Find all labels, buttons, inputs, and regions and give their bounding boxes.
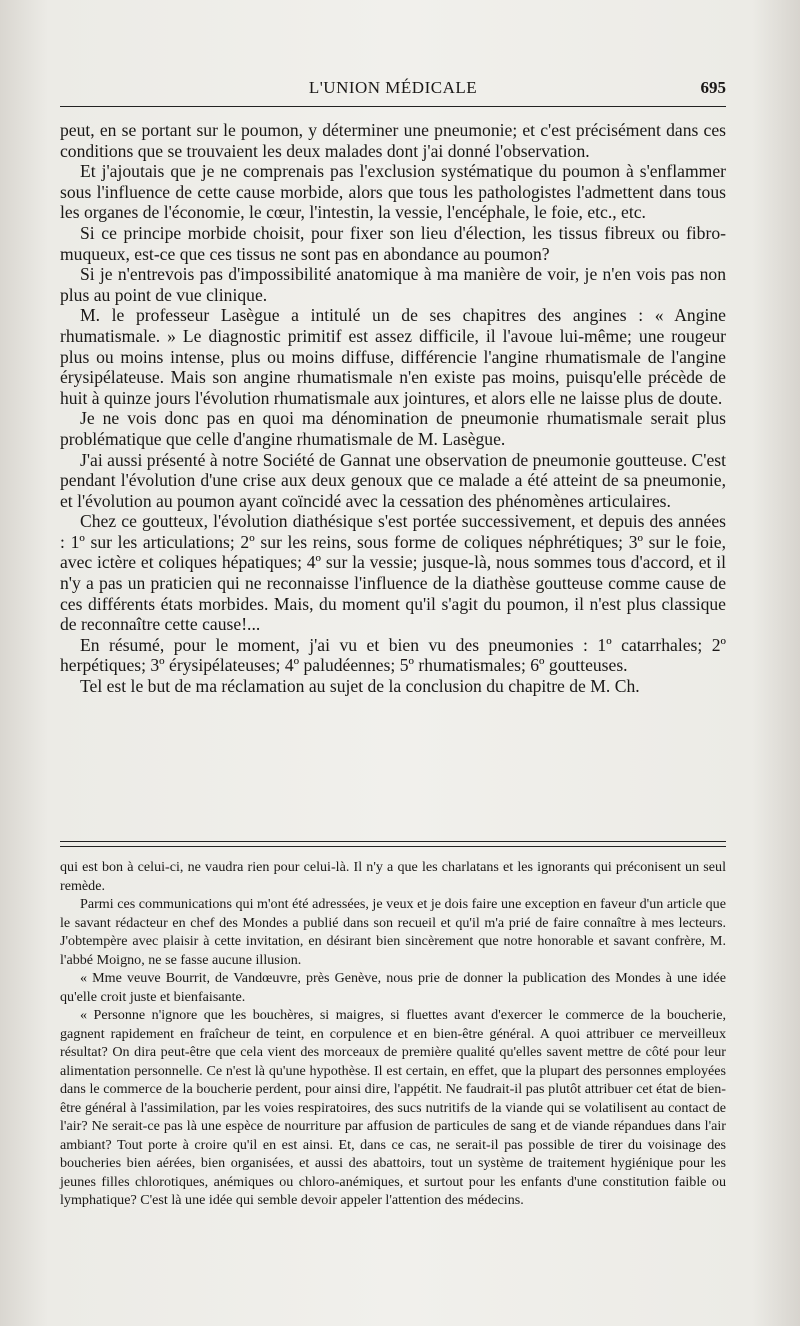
feuilleton-text: [60, 858, 726, 1210]
paragraph: Si ce principe morbide choisit, pour fixer son lieu d'élection, les tissus fibreux ou fibro-muqueux, est-ce que ces tissus ne sont pas en abondance au poumon?: [60, 222, 726, 264]
paragraph: Je ne vois donc pas en quoi ma dénomination de pneumonie rhumatismale serait plus problématique que celle d'angine rhumatismale de M. Lasègue.: [60, 408, 726, 449]
paragraph: Tel est le but de ma réclamation au sujet de la conclusion du chapitre de M. Ch.: [80, 676, 640, 697]
footnote-paragraph: « Personne n'ignore que les bouchères, si maigres, si fluettes avant d'exercer le commerce de la boucherie, gagnent rapidement en fraîcheur de teint, en corpulence et en bien-être général. A quoi attribuer ce merveilleux résultat? On dira peut-être que cela vient des morceaux de première qualité qu'elles savent mettre de côté pour leur alimentation personnelle. Ce n'est là qu'une hypothèse. Il est certain, en effet, que la plupart des personnes employées dans le commerce de la boucherie perdent, pour ainsi dire, l'appétit. Ne faudrait-il pas plutôt attribuer cet état de bien-être général à l'assimilation, par les voies respiratoires, des sucs nutritifs de la viande qui se volatilisent au contact de l'air? Ne serait-ce pas là une espèce de nourriture par affusion de particules de sang et de viande répandues dans l'air ambiant? Tout porte à croire qu'il en est ainsi. Et, dans ce cas, ne serait-il pas possible de tirer du voisinage des boucheries bien aérées, bien organisées, et aussi des abattoirs, tout un système de traitement hygiénique pour les jeunes filles chlorotiques, anémiques ou chloro-anémiques, et surtout pour les enfants d'une constitution faible ou lymphatique? C'est là une idée qui semble devoir appeler l'attention des médecins.: [60, 1007, 726, 1208]
paragraph: Et j'ajoutais que je ne comprenais pas l'exclusion systématique du poumon à s'enflammer sous l'influence de cette cause morbide, alors que tous les pathologistes l'admettent dans tous les organes de l'économie, le cœur, l'intestin, la vessie, l'encéphale, le foie, etc., etc.: [60, 161, 726, 223]
header-rule: [60, 106, 726, 107]
footnote-paragraph: qui est bon à celui-ci, ne vaudra rien pour celui-là. Il n'y a que les charlatans et les ignorants qui préconisent un seul remède.: [60, 859, 726, 894]
paragraph: peut, en se portant sur le poumon, y déterminer une pneumonie; et c'est précisément dans ces conditions que se trouvaient les deux malades dont j'ai donné l'observation.: [60, 120, 726, 161]
paragraph: En résumé, pour le moment, j'ai vu et bien vu des pneumonies : 1º catarrhales; 2º herpétiques; 3º érysipélateuses; 4º paludéennes; 5º rhumatismales; 6º goutteuses.: [60, 634, 726, 676]
page-number: 695: [700, 78, 726, 97]
paragraph: Si je n'entrevois pas d'impossibilité anatomique à ma manière de voir, je n'en vois pas non plus au point de vue clinique.: [60, 264, 726, 305]
paragraph: J'ai aussi présenté à notre Société de Gannat une observation de pneumonie goutteuse. C'est pendant l'évolution d'une crise aux deux genoux que ce malade a été atteint de sa pneumonie, et l'évolution au poumon ayant coïncidé avec la cessation des phénomènes articulaires.: [60, 449, 726, 511]
feuilleton-divider: [60, 841, 726, 847]
main-text: [60, 120, 726, 697]
footnote-paragraph: « Mme veuve Bourrit, de Vandœuvre, près Genève, nous prie de donner la publication des Mondes à une idée qu'elle croit juste et bienfaisante.: [60, 970, 726, 1005]
footnote-paragraph: Parmi ces communications qui m'ont été adressées, je veux et je dois faire une exception en faveur d'un article que le savant rédacteur en chef des Mondes a publié dans son recueil et qu'il m'a prié de faire connaître à mes lecteurs. J'obtempère avec plaisir à cette invitation, en désirant bien sincèrement que notre honorable et savant confrère, M. l'abbé Moigno, ne se fasse aucune illusion.: [60, 896, 726, 968]
paragraph: M. le professeur Lasègue a intitulé un de ses chapitres des angines : « Angine rhumatismale. » Le diagnostic primitif est assez difficile, il l'avoue lui-même; une rougeur plus ou moins intense, plus ou moins diffuse, différencie l'angine rhumatismale de l'angine érysipélateuse. Mais son angine rhumatismale n'en existe pas moins, puisqu'elle précède de huit à quinze jours l'évolution rhumatismale aux jointures, et alors elle ne laisse plus de doute.: [60, 305, 726, 408]
running-title: L'UNION MÉDICALE: [308, 78, 478, 97]
page-header: [60, 78, 726, 102]
paragraph: Chez ce goutteux, l'évolution diathésique s'est portée successivement, et depuis des années : 1º sur les articulations; 2º sur les reins, sous forme de coliques néphrétiques; 3º sur le foie, avec ictère et coliques hépatiques; 4º sur la vessie; jusque-là, nous sommes tous d'accord, et il n'y a pas un praticien qui ne reconnaisse l'influence de la diathèse goutteuse comme cause de ces différents états morbides. Mais, du moment qu'il s'agit du poumon, il n'est plus classique de reconnaître cette cause!...: [60, 511, 726, 635]
